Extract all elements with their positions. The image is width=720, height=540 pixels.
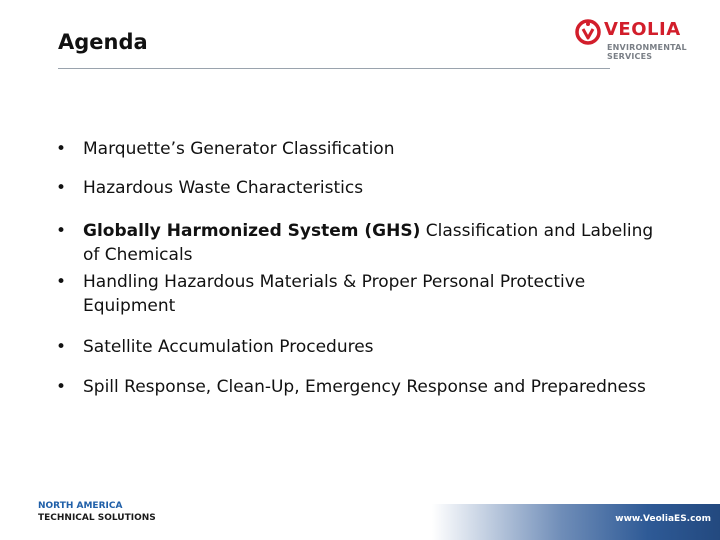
bullet-icon: • [56, 178, 67, 198]
veolia-logo [574, 16, 698, 64]
agenda-item [56, 219, 656, 267]
bullet-icon: • [56, 337, 67, 357]
agenda-item-bold-text: Globally Harmonized System (GHS) [83, 221, 421, 241]
agenda-item-text: Handling Hazardous Materials & Proper Personal Protective Equipment [83, 272, 586, 316]
agenda-item [56, 176, 656, 200]
agenda-item-text: Satellite Accumulation Procedures [83, 337, 374, 357]
bullet-icon: • [56, 221, 67, 241]
page-title: Agenda [58, 30, 148, 54]
veolia-logo-mark-icon [574, 16, 604, 46]
agenda-item [56, 375, 656, 399]
agenda-item-text: Spill Response, Clean-Up, Emergency Response and Preparedness [83, 377, 646, 397]
footer-website-link[interactable]: www.VeoliaES.com [615, 514, 711, 524]
footer-org-line1: NORTH AMERICA [38, 501, 123, 511]
title-divider [58, 68, 610, 69]
bullet-icon: • [56, 377, 67, 397]
agenda-item [56, 137, 656, 161]
logo-subtitle-line2: SERVICES [607, 52, 653, 61]
agenda-item [56, 270, 656, 318]
logo-wordmark: VEOLIA [604, 19, 681, 40]
footer-org-label [38, 500, 156, 524]
bullet-icon: • [56, 272, 67, 292]
agenda-item-text: Hazardous Waste Characteristics [83, 178, 364, 198]
bullet-icon: • [56, 139, 67, 159]
agenda-item-text: Marquette’s Generator Classification [83, 139, 395, 159]
agenda-item [56, 335, 656, 359]
agenda-item-text: Classification and Labeling of Chemicals [83, 221, 654, 265]
logo-subtitle-line1: ENVIRONMENTAL [607, 43, 687, 52]
agenda-item-text-wrapper [83, 219, 656, 267]
footer-org-line2: TECHNICAL SOLUTIONS [38, 513, 156, 523]
